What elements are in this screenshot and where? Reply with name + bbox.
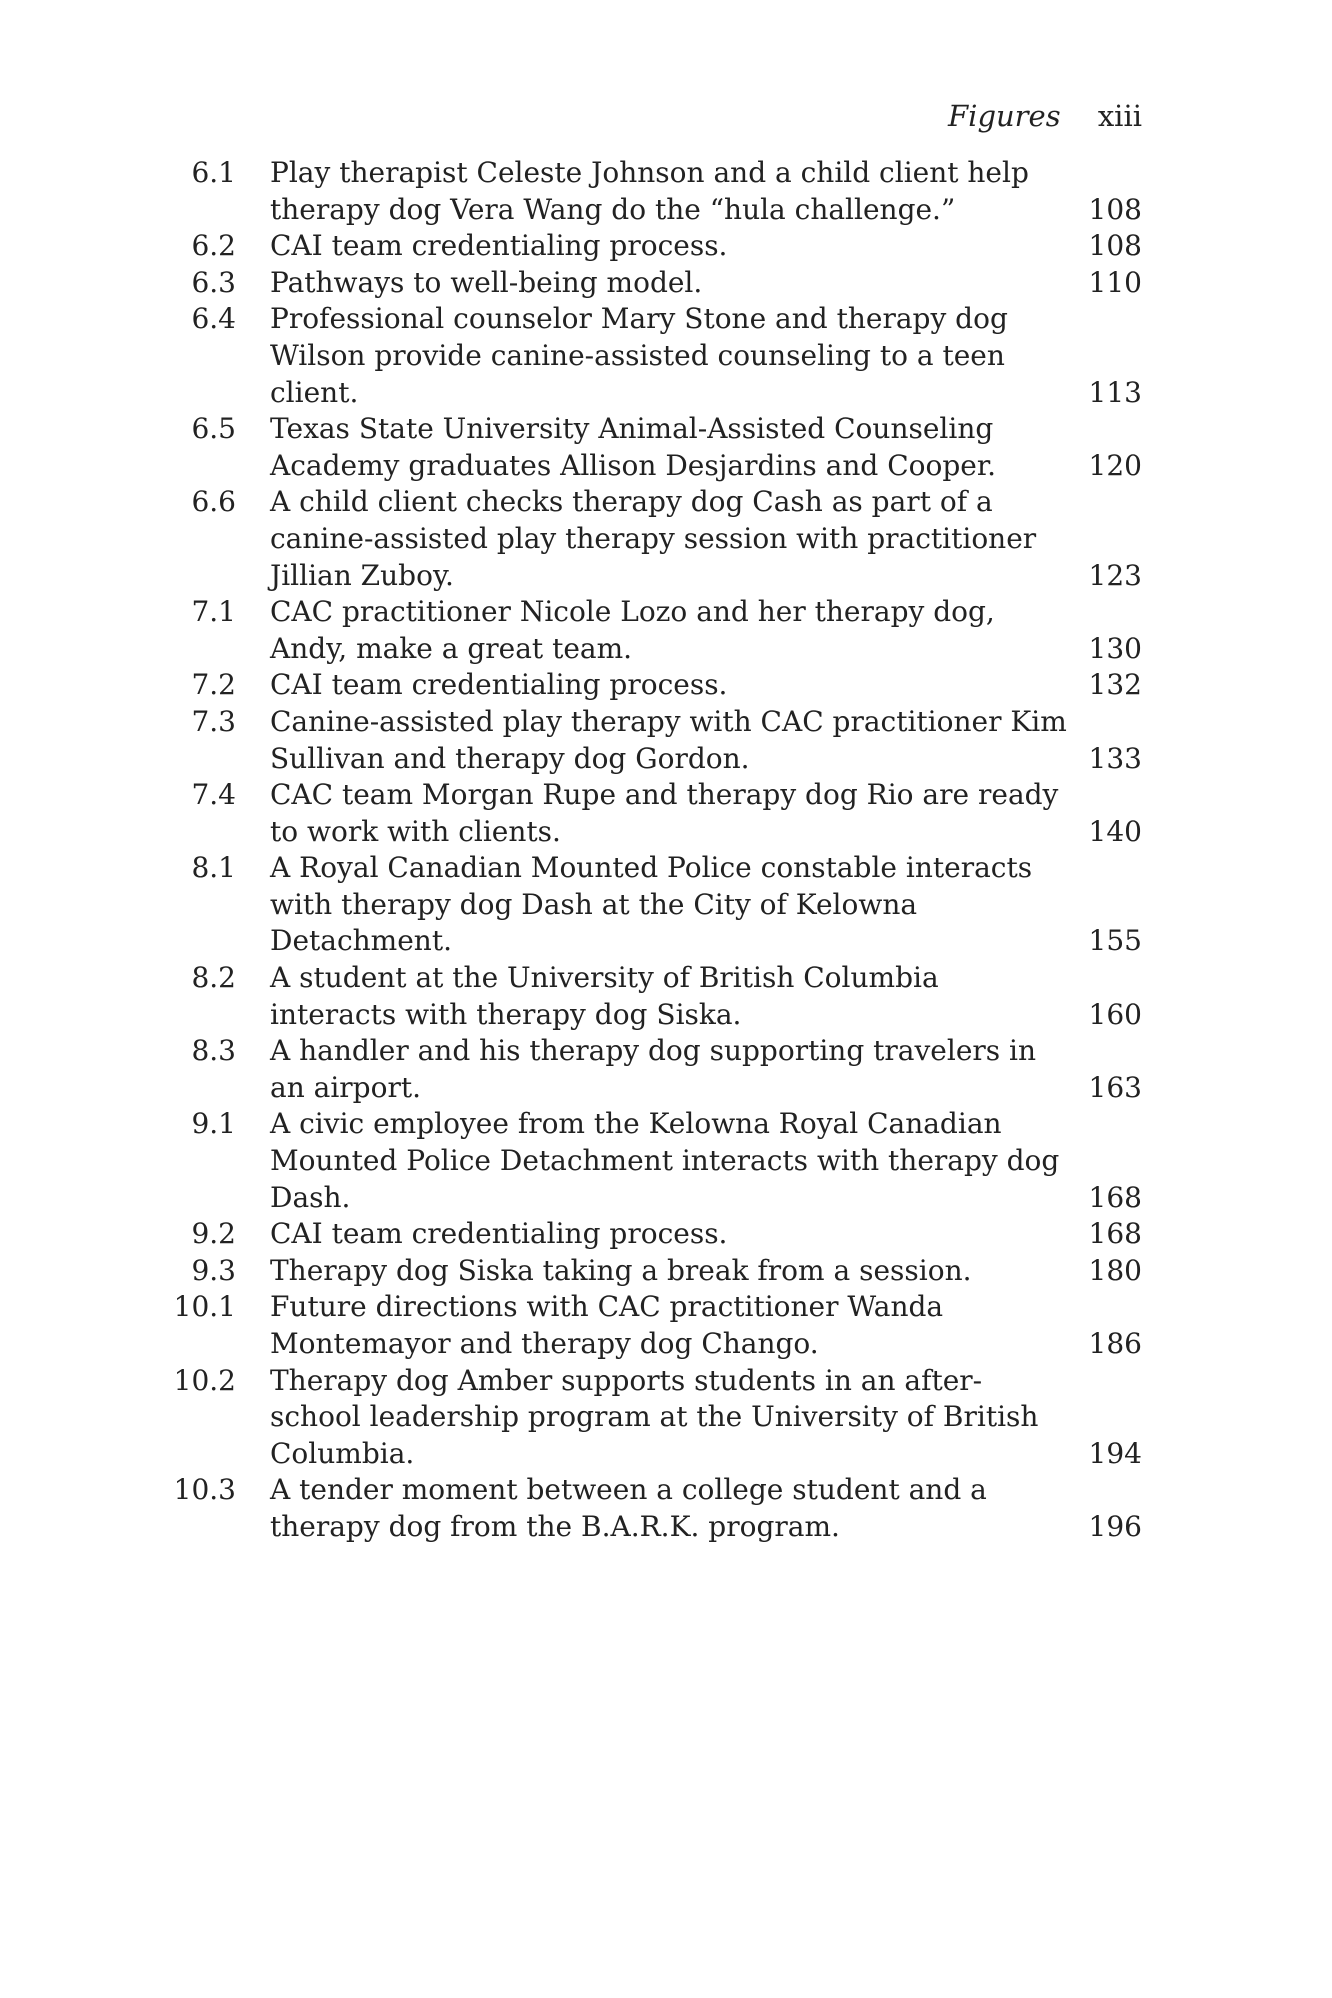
running-head — [948, 98, 1142, 134]
figure-number: 10.3 — [173, 1473, 236, 1507]
figure-entry — [150, 1289, 1142, 1362]
figure-number: 9.2 — [191, 1217, 236, 1251]
figure-page-number: 113 — [1088, 375, 1142, 409]
figure-page-number: 120 — [1088, 448, 1142, 482]
figure-page-number: 168 — [1088, 1180, 1142, 1214]
figure-page-number: 196 — [1088, 1509, 1142, 1543]
figure-page-number: 186 — [1088, 1327, 1142, 1360]
figure-number: 6.5 — [191, 412, 236, 446]
figure-caption: Canine-assisted play therapy with CAC practitioner Kim Sullivan and therapy dog Gordon. — [270, 704, 1067, 775]
figure-caption: CAC practitioner Nicole Lozo and her therapy dog, Andy, make a great team. — [270, 595, 995, 665]
figure-number: 7.1 — [191, 595, 236, 629]
figure-caption: Future directions with CAC practitioner Wanda Montemayor and therapy dog Chango. — [270, 1290, 944, 1360]
figure-entry — [150, 1253, 1142, 1290]
figure-number: 8.2 — [191, 961, 236, 995]
figure-page-number: 140 — [1088, 814, 1142, 848]
figure-number: 6.6 — [191, 485, 236, 519]
figure-number: 6.3 — [191, 265, 236, 299]
figure-number: 9.3 — [191, 1253, 236, 1287]
figure-entry — [150, 155, 1142, 228]
figure-entry — [150, 1472, 1142, 1545]
figure-caption: Professional counselor Mary Stone and therapy dog Wilson provide canine-assisted counseling to a teen client. — [270, 302, 1008, 409]
figure-page-number: 130 — [1088, 631, 1142, 665]
figure-caption: Texas State University Animal-Assisted Counseling Academy graduates Allison Desjardins and Cooper. — [270, 412, 997, 482]
figure-number: 7.2 — [191, 668, 236, 702]
figure-entry — [150, 704, 1142, 777]
figure-page-number: 132 — [1088, 668, 1142, 702]
figure-page-number: 163 — [1088, 1070, 1142, 1104]
figure-page-number: 168 — [1088, 1217, 1142, 1251]
figure-number: 6.4 — [191, 302, 236, 336]
figure-caption: Pathways to well-being model. — [270, 265, 703, 299]
figure-number: 9.1 — [191, 1107, 236, 1141]
figure-caption: A student at the University of British Columbia interacts with therapy dog Siska. — [270, 961, 939, 1031]
figure-caption: CAI team credentialing process. — [270, 229, 728, 263]
figure-entry — [150, 1106, 1142, 1216]
figure-entry — [150, 265, 1142, 302]
figure-entry — [150, 960, 1142, 1033]
figure-caption: Therapy dog Amber supports students in an after-school leadership program at the University of British Columbia. — [270, 1363, 1039, 1470]
figure-entry — [150, 1363, 1142, 1473]
figure-number: 8.3 — [191, 1034, 236, 1068]
figure-caption: A child client checks therapy dog Cash as part of a canine-assisted play therapy session with practitioner Jillian Zuboy. — [270, 485, 1037, 592]
figure-entry — [150, 850, 1142, 960]
figure-entry — [150, 301, 1142, 411]
figure-number: 6.1 — [191, 156, 236, 189]
figure-entry — [150, 484, 1142, 594]
figure-page-number: 108 — [1088, 229, 1142, 263]
figure-page-number: 180 — [1088, 1253, 1142, 1287]
figure-entry — [150, 594, 1142, 667]
figure-caption: CAI team credentialing process. — [270, 668, 728, 702]
figure-entry — [150, 228, 1142, 265]
figure-page-number: 160 — [1088, 997, 1142, 1031]
figure-caption: A tender moment between a college student and a therapy dog from the B.A.R.K. program. — [270, 1473, 987, 1543]
figure-number: 10.2 — [173, 1363, 236, 1397]
figure-page-number: 155 — [1088, 924, 1142, 958]
figure-number: 7.4 — [191, 778, 236, 812]
figure-entry — [150, 777, 1142, 850]
figure-entry — [150, 1216, 1142, 1253]
figure-number: 8.1 — [191, 851, 236, 885]
figure-page-number: 194 — [1088, 1436, 1142, 1470]
figure-caption: CAI team credentialing process. — [270, 1217, 728, 1251]
figure-number: 10.1 — [173, 1290, 236, 1324]
figure-page-number: 123 — [1088, 558, 1142, 592]
figure-number: 6.2 — [191, 229, 236, 263]
figure-page-number: 133 — [1088, 741, 1142, 775]
figure-entry — [150, 411, 1142, 484]
figure-entry — [150, 667, 1142, 704]
figure-number: 7.3 — [191, 704, 236, 738]
figure-page-number: 110 — [1088, 265, 1142, 299]
figure-caption: Play therapist Celeste Johnson and a child client help therapy dog Vera Wang do the “hula challenge.” — [270, 156, 1029, 226]
figure-list — [150, 155, 1142, 1546]
figure-caption: Therapy dog Siska taking a break from a session. — [270, 1253, 972, 1287]
figure-caption: CAC team Morgan Rupe and therapy dog Rio are ready to work with clients. — [270, 778, 1059, 848]
figure-entry — [150, 1033, 1142, 1106]
figure-caption: A handler and his therapy dog supporting travelers in an airport. — [270, 1034, 1037, 1104]
figure-caption: A civic employee from the Kelowna Royal Canadian Mounted Police Detachment interacts with therapy dog Dash. — [270, 1107, 1060, 1214]
figure-page-number: 108 — [1088, 192, 1142, 226]
running-head-page-number: xiii — [1097, 99, 1142, 133]
running-head-section: Figures — [948, 99, 1061, 133]
figure-caption: A Royal Canadian Mounted Police constable interacts with therapy dog Dash at the City of Kelowna Detachment. — [270, 851, 1033, 958]
